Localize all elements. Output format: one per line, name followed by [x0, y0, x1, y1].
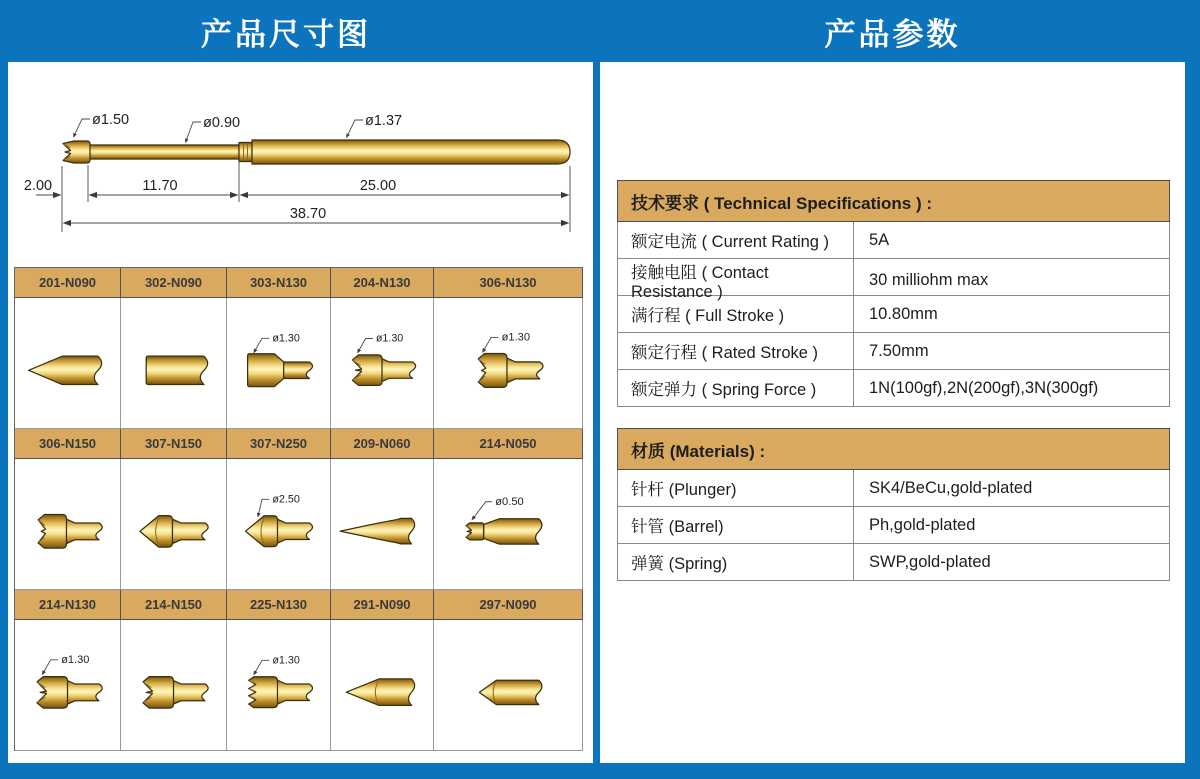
tip-illustration-cylinder [227, 324, 330, 402]
materials-table [617, 428, 1170, 581]
material-label: 针管 (Barrel) [618, 507, 854, 543]
table-row [617, 544, 1170, 581]
tip-cell [227, 620, 331, 751]
model-header: 214-N130 [15, 590, 121, 620]
barrel [252, 140, 570, 164]
material-value: Ph,gold-plated [869, 515, 976, 534]
model-header: 214-N150 [121, 590, 227, 620]
model-header: 214-N050 [434, 429, 583, 459]
tip-illustration-point [121, 485, 226, 563]
tip-illustration-short-chisel [455, 646, 561, 724]
model-header: 209-N060 [331, 429, 434, 459]
pogo-pin-drawing [63, 140, 570, 164]
model-header: 302-N090 [121, 268, 227, 298]
model-header: 306-N150 [15, 429, 121, 459]
page-title-dimensions: 产品尺寸图 [201, 16, 371, 52]
tip-illustration-chisel [331, 646, 433, 724]
model-header: 297-N090 [434, 590, 583, 620]
dia-leader-line [358, 339, 373, 353]
dia-leader-line [254, 338, 269, 352]
spec-value: 10.80mm [869, 304, 938, 323]
model-header: 307-N150 [121, 429, 227, 459]
spec-label: 接触电阻 ( Contact Resistance ) [618, 259, 854, 302]
tip-cell [227, 298, 331, 429]
tip-illustration-flat [121, 324, 226, 402]
tip-cell [331, 298, 434, 429]
tip-illustration-needle [331, 485, 433, 563]
dia-label: ø1.30 [501, 331, 531, 344]
model-header: 303-N130 [227, 268, 331, 298]
material-value: SWP,gold-plated [869, 552, 991, 571]
dia-label: ø2.50 [272, 493, 300, 506]
table-row [617, 333, 1170, 370]
tip-cell [121, 298, 227, 429]
table-row [617, 296, 1170, 333]
tip-cell [434, 459, 583, 590]
spec-label: 额定弹力 ( Spring Force ) [618, 370, 854, 406]
material-label: 弹簧 (Spring) [618, 544, 854, 580]
tip-cell [434, 298, 583, 429]
dim-plunger-length: 11.70 [142, 178, 178, 194]
barrel-rings [239, 143, 252, 162]
table-row [617, 370, 1170, 407]
dia-label: ø1.30 [272, 654, 300, 667]
table-row [617, 259, 1170, 301]
dia-leader-line [254, 660, 269, 674]
tip-grid [14, 267, 583, 751]
model-header: 225-N130 [227, 590, 331, 620]
tip-illustration-round-crown [15, 485, 120, 563]
crown-tip [63, 141, 90, 163]
material-value: SK4/BeCu,gold-plated [869, 478, 1033, 497]
tip-illustration-point [227, 485, 330, 563]
spec-value: 7.50mm [869, 341, 929, 360]
dim-total-length: 38.70 [289, 206, 327, 222]
parameters-panel [600, 62, 1185, 763]
tip-illustration-crown [15, 646, 120, 724]
model-header: 201-N090 [15, 268, 121, 298]
plunger-shaft [87, 145, 239, 159]
dia-label: ø1.30 [272, 332, 300, 345]
tip-illustration-cone [15, 324, 120, 402]
table-row [617, 507, 1170, 544]
spec-value: 1N(100gf),2N(200gf),3N(300gf) [869, 378, 1099, 397]
model-header: 306-N130 [434, 268, 583, 298]
tip-illustration-serrated-crown [227, 646, 330, 724]
tip-cell [15, 298, 121, 429]
dia-leader-line [472, 502, 492, 520]
tip-cell [434, 620, 583, 751]
tip-cell [121, 620, 227, 751]
tip-cell [15, 620, 121, 751]
model-header: 291-N090 [331, 590, 434, 620]
specs-table-header: 技术要求 ( Technical Specifications ) : [617, 180, 1170, 222]
tip-illustration-crown [331, 324, 433, 402]
dim-barrel-length: 25.00 [359, 178, 397, 194]
model-header: 204-N130 [331, 268, 434, 298]
tip-cell [331, 620, 434, 751]
dimensions-panel [8, 62, 593, 763]
table-row [617, 470, 1170, 507]
model-header: 307-N250 [227, 429, 331, 459]
dia-label: ø0.50 [495, 495, 524, 508]
spec-label: 额定行程 ( Rated Stroke ) [618, 333, 854, 369]
tip-cell [15, 459, 121, 590]
materials-table-header: 材质 (Materials) : [617, 428, 1170, 470]
tip-cell [121, 459, 227, 590]
dia-leader-line [483, 338, 499, 353]
dia-leader-line [42, 660, 58, 675]
material-label: 针杆 (Plunger) [618, 470, 854, 506]
dia-label: ø1.30 [61, 653, 90, 666]
tip-cell [331, 459, 434, 590]
tip-illustration-crown [121, 646, 226, 724]
table-row [617, 222, 1170, 259]
page-title-parameters: 产品参数 [824, 16, 961, 52]
dim-tip-length: 2.00 [23, 178, 53, 194]
dim-plunger-diameter: ø0.90 [203, 115, 241, 131]
dia-leader-line [258, 499, 269, 517]
dim-barrel-diameter: ø1.37 [365, 113, 403, 129]
dimension-drawing [8, 62, 593, 267]
spec-label: 额定电流 ( Current Rating ) [618, 222, 854, 258]
tip-illustration-small-crown [455, 485, 561, 563]
spec-label: 满行程 ( Full Stroke ) [618, 296, 854, 332]
spec-value: 30 milliohm max [869, 271, 989, 289]
specs-table [617, 180, 1170, 407]
tip-illustration-round-crown [455, 324, 561, 402]
dia-label: ø1.30 [375, 332, 404, 345]
dim-tip-diameter: ø1.50 [92, 112, 130, 128]
spec-value: 5A [869, 230, 890, 249]
tip-cell [227, 459, 331, 590]
